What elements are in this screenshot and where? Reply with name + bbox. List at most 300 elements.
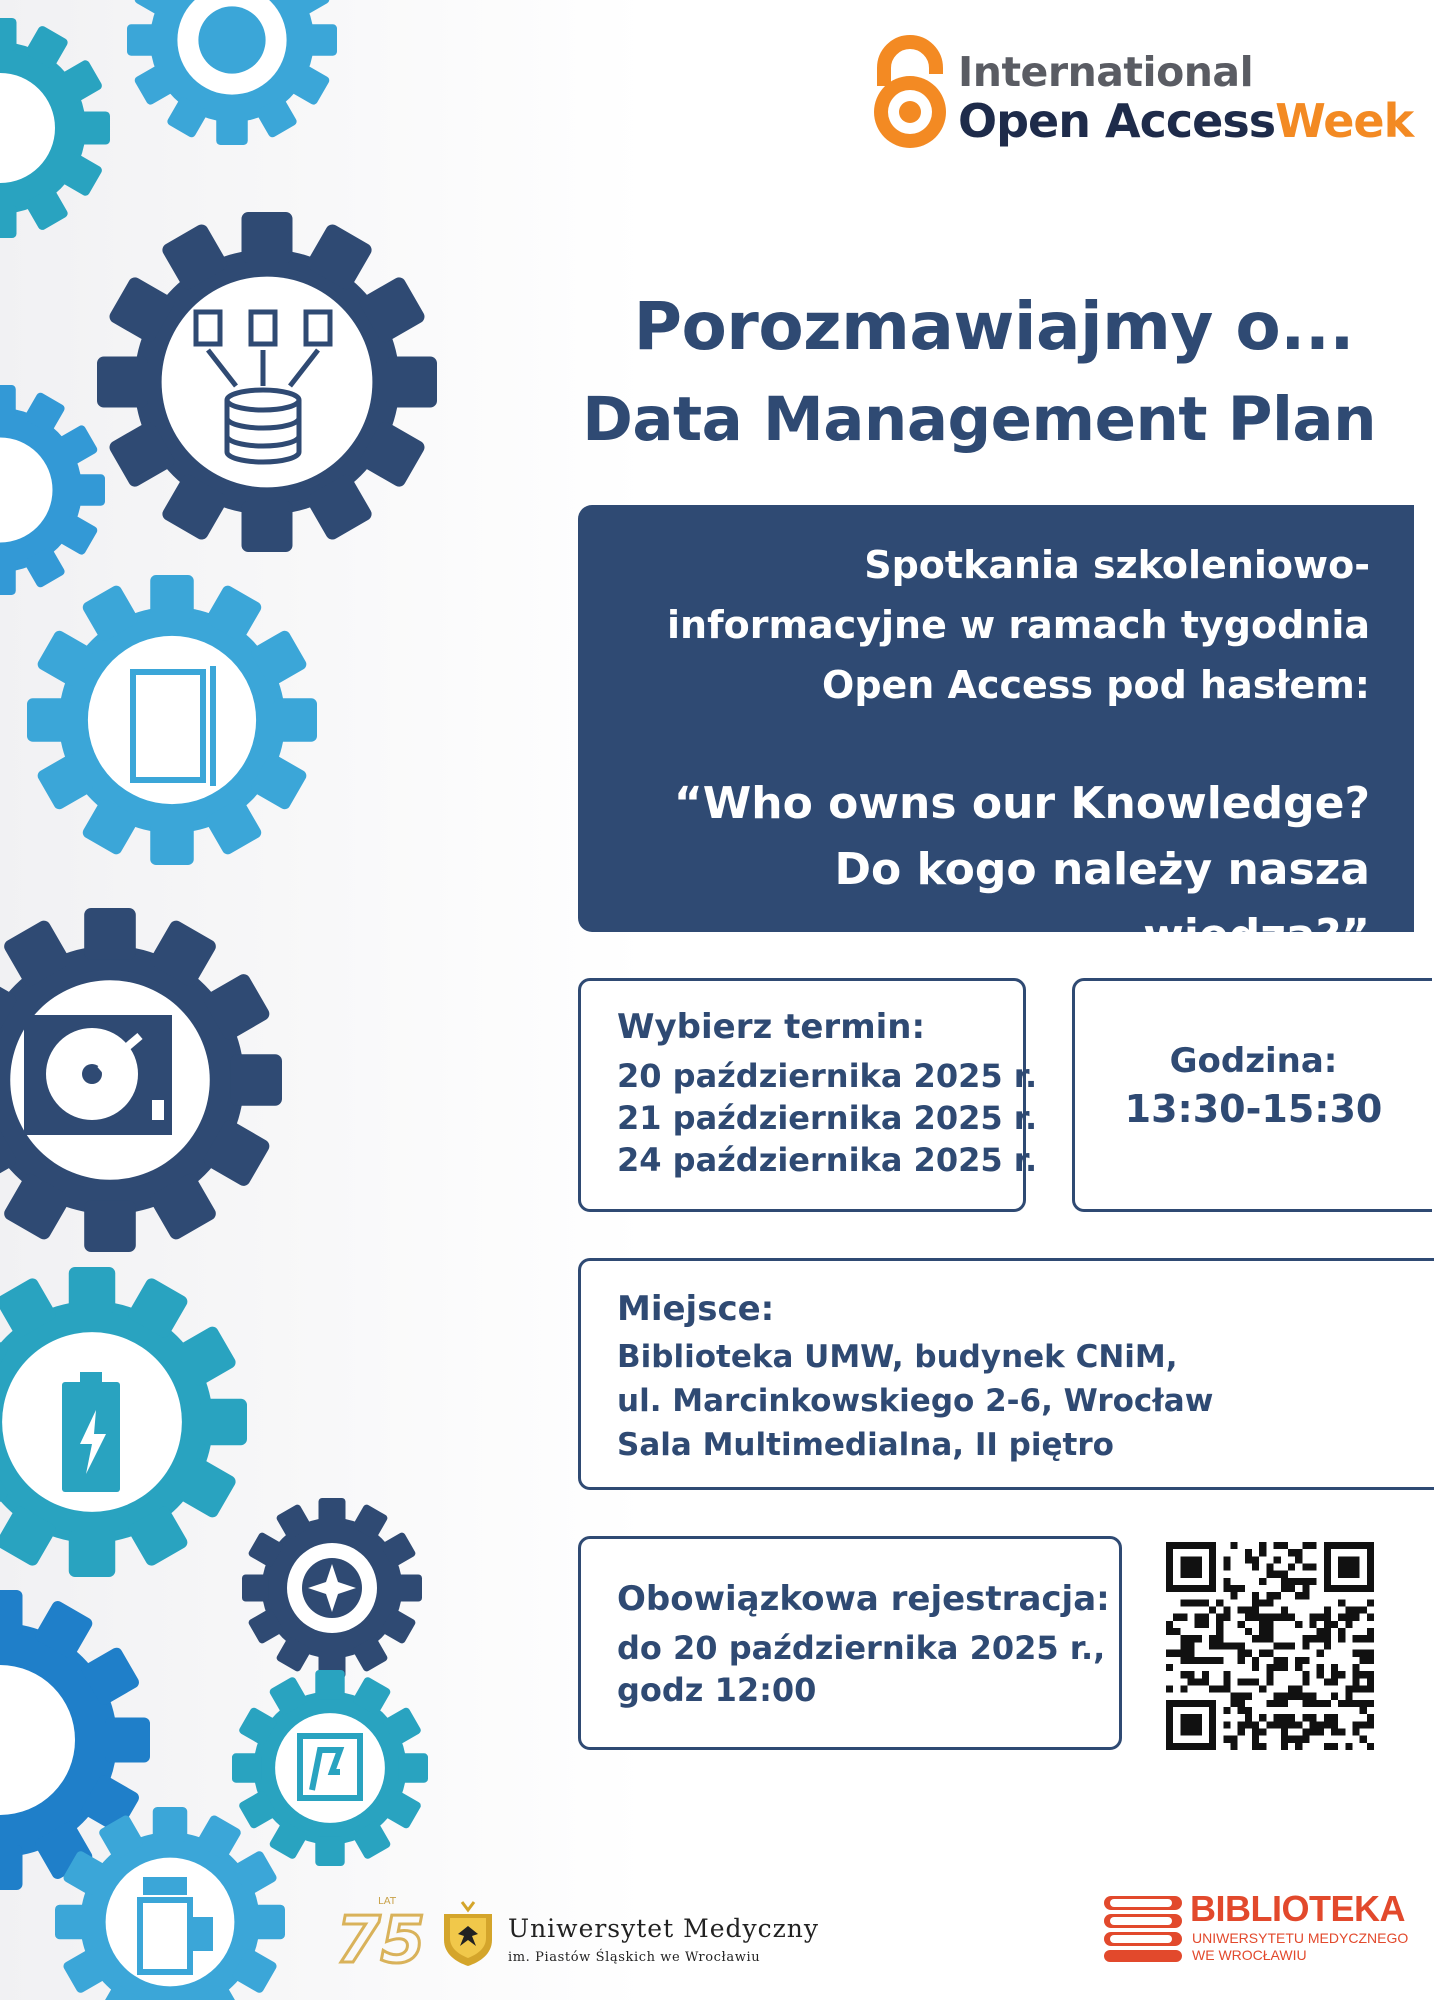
- qr-module: [1295, 1721, 1302, 1728]
- qr-module: [1188, 1599, 1195, 1606]
- qr-module: [1295, 1657, 1302, 1664]
- qr-module: [1331, 1671, 1338, 1678]
- qr-module: [1360, 1657, 1367, 1664]
- qr-module: [1195, 1614, 1202, 1621]
- qr-module: [1352, 1650, 1359, 1657]
- qr-module: [1352, 1728, 1359, 1735]
- qr-module: [1202, 1700, 1209, 1707]
- qr-module: [1281, 1657, 1288, 1664]
- qr-module: [1195, 1743, 1202, 1750]
- qr-module: [1345, 1585, 1352, 1592]
- qr-module: [1252, 1664, 1259, 1671]
- qr-module: [1216, 1621, 1223, 1628]
- place-box: [578, 1258, 1434, 1490]
- qr-module: [1281, 1700, 1288, 1707]
- qr-module: [1209, 1585, 1216, 1592]
- qr-module: [1367, 1700, 1374, 1707]
- qr-module: [1309, 1564, 1316, 1571]
- qr-module: [1252, 1635, 1259, 1642]
- qr-module: [1345, 1564, 1352, 1571]
- qr-module: [1223, 1671, 1230, 1678]
- qr-module: [1252, 1564, 1259, 1571]
- qr-module: [1180, 1556, 1187, 1563]
- qr-module: [1317, 1721, 1324, 1728]
- qr-module: [1231, 1585, 1238, 1592]
- qr-module: [1245, 1614, 1252, 1621]
- qr-module: [1331, 1678, 1338, 1685]
- qr-module: [1202, 1657, 1209, 1664]
- library-subtitle-line1: UNIWERSYTETU MEDYCZNEGO: [1192, 1930, 1409, 1946]
- qr-module: [1166, 1736, 1173, 1743]
- qr-module: [1288, 1685, 1295, 1692]
- qr-module: [1338, 1585, 1345, 1592]
- qr-module: [1245, 1549, 1252, 1556]
- qr-module: [1317, 1614, 1324, 1621]
- qr-module: [1266, 1650, 1273, 1657]
- qr-module: [1274, 1700, 1281, 1707]
- qr-module: [1338, 1614, 1345, 1621]
- qr-module: [1266, 1592, 1273, 1599]
- anniversary-lat: LAT: [378, 1896, 396, 1907]
- qr-module: [1231, 1542, 1238, 1549]
- qr-module: [1259, 1628, 1266, 1635]
- qr-module: [1209, 1549, 1216, 1556]
- qr-module: [1309, 1614, 1316, 1621]
- intro-box: [578, 505, 1414, 961]
- qr-module: [1209, 1556, 1216, 1563]
- date-item: 24 października 2025 r.: [617, 1141, 1038, 1179]
- qr-module: [1367, 1714, 1374, 1721]
- qr-module: [1317, 1628, 1324, 1635]
- qr-module: [1295, 1578, 1302, 1585]
- time-box: [1072, 978, 1432, 1212]
- qr-module: [1309, 1542, 1316, 1549]
- qr-module: [1281, 1743, 1288, 1750]
- qr-module: [1266, 1599, 1273, 1606]
- library-name: BIBLIOTEKA: [1190, 1888, 1405, 1929]
- qr-module: [1166, 1743, 1173, 1750]
- qr-module: [1331, 1714, 1338, 1721]
- qr-module: [1302, 1671, 1309, 1678]
- qr-module: [1309, 1635, 1316, 1642]
- qr-module: [1188, 1678, 1195, 1685]
- qr-module: [1352, 1585, 1359, 1592]
- qr-module: [1173, 1628, 1180, 1635]
- qr-module: [1352, 1678, 1359, 1685]
- qr-module: [1209, 1685, 1216, 1692]
- qr-module: [1166, 1707, 1173, 1714]
- qr-module: [1360, 1671, 1367, 1678]
- anniversary-75-logo: [334, 1890, 426, 1978]
- qr-module: [1180, 1571, 1187, 1578]
- qr-module: [1223, 1721, 1230, 1728]
- qr-module: [1245, 1650, 1252, 1657]
- qr-module: [1166, 1650, 1173, 1657]
- qr-module: [1195, 1635, 1202, 1642]
- qr-module: [1352, 1542, 1359, 1549]
- qr-module: [1338, 1671, 1345, 1678]
- qr-module: [1180, 1650, 1187, 1657]
- qr-module: [1302, 1635, 1309, 1642]
- qr-module: [1324, 1614, 1331, 1621]
- qr-module: [1295, 1685, 1302, 1692]
- qr-module: [1288, 1714, 1295, 1721]
- qr-module: [1352, 1614, 1359, 1621]
- qr-module: [1195, 1542, 1202, 1549]
- qr-module: [1231, 1642, 1238, 1649]
- qr-module: [1352, 1664, 1359, 1671]
- qr-module: [1295, 1736, 1302, 1743]
- qr-module: [1216, 1635, 1223, 1642]
- qr-module: [1302, 1642, 1309, 1649]
- qr-module: [1324, 1571, 1331, 1578]
- qr-module: [1252, 1743, 1259, 1750]
- qr-module: [1288, 1642, 1295, 1649]
- qr-module: [1180, 1564, 1187, 1571]
- qr-module: [1188, 1564, 1195, 1571]
- qr-module: [1188, 1657, 1195, 1664]
- qr-module: [1317, 1650, 1324, 1657]
- qr-module: [1209, 1657, 1216, 1664]
- qr-module: [1324, 1635, 1331, 1642]
- qr-module: [1166, 1700, 1173, 1707]
- time-value: 13:30-15:30: [1124, 1087, 1383, 1131]
- qr-module: [1245, 1556, 1252, 1563]
- qr-module: [1266, 1700, 1273, 1707]
- qr-module: [1231, 1743, 1238, 1750]
- qr-module: [1352, 1685, 1359, 1692]
- registration-heading: Obowiązkowa rejestracja:: [617, 1579, 1110, 1619]
- qr-module: [1274, 1721, 1281, 1728]
- qr-module: [1180, 1685, 1187, 1692]
- qr-module: [1266, 1564, 1273, 1571]
- qr-module: [1324, 1700, 1331, 1707]
- qr-module: [1324, 1628, 1331, 1635]
- qr-module: [1338, 1556, 1345, 1563]
- qr-module: [1202, 1542, 1209, 1549]
- qr-module: [1266, 1635, 1273, 1642]
- qr-module: [1166, 1685, 1173, 1692]
- qr-module: [1295, 1664, 1302, 1671]
- qr-module: [1216, 1685, 1223, 1692]
- qr-module: [1281, 1642, 1288, 1649]
- qr-module: [1252, 1678, 1259, 1685]
- anniversary-number: 75: [336, 1904, 426, 1978]
- qr-module: [1245, 1714, 1252, 1721]
- qr-module: [1245, 1628, 1252, 1635]
- qr-module: [1360, 1635, 1367, 1642]
- time-heading: Godzina:: [1169, 1041, 1338, 1081]
- qr-module: [1245, 1707, 1252, 1714]
- qr-module: [1188, 1635, 1195, 1642]
- qr-module: [1345, 1621, 1352, 1628]
- qr-module: [1281, 1607, 1288, 1614]
- qr-module: [1281, 1585, 1288, 1592]
- qr-module: [1238, 1657, 1245, 1664]
- qr-module: [1195, 1657, 1202, 1664]
- qr-module: [1338, 1564, 1345, 1571]
- qr-module: [1367, 1614, 1374, 1621]
- qr-module: [1180, 1657, 1187, 1664]
- qr-module: [1231, 1736, 1238, 1743]
- qr-module: [1338, 1599, 1345, 1606]
- qr-module: [1274, 1542, 1281, 1549]
- oa-logo-line1: International: [958, 48, 1254, 96]
- qr-module: [1324, 1564, 1331, 1571]
- qr-module: [1216, 1657, 1223, 1664]
- qr-module: [1266, 1621, 1273, 1628]
- qr-module: [1216, 1642, 1223, 1649]
- qr-module: [1274, 1714, 1281, 1721]
- place-line: Biblioteka UMW, budynek CNiM,: [617, 1339, 1178, 1375]
- qr-module: [1188, 1642, 1195, 1649]
- qr-module: [1367, 1657, 1374, 1664]
- qr-module: [1195, 1700, 1202, 1707]
- qr-module: [1223, 1614, 1230, 1621]
- qr-module: [1223, 1556, 1230, 1563]
- qr-code[interactable]: [1166, 1542, 1374, 1750]
- qr-module: [1180, 1585, 1187, 1592]
- qr-module: [1202, 1671, 1209, 1678]
- qr-module: [1302, 1592, 1309, 1599]
- qr-module: [1166, 1571, 1173, 1578]
- qr-module: [1195, 1728, 1202, 1735]
- qr-module: [1209, 1607, 1216, 1614]
- qr-module: [1195, 1599, 1202, 1606]
- dates-box: [578, 978, 1038, 1212]
- qr-module: [1302, 1678, 1309, 1685]
- qr-module: [1209, 1707, 1216, 1714]
- qr-module: [1180, 1599, 1187, 1606]
- qr-module: [1367, 1549, 1374, 1556]
- qr-module: [1302, 1578, 1309, 1585]
- qr-module: [1360, 1685, 1367, 1692]
- qr-module: [1188, 1556, 1195, 1563]
- qr-module: [1352, 1607, 1359, 1614]
- qr-module: [1259, 1635, 1266, 1642]
- qr-module: [1252, 1657, 1259, 1664]
- qr-module: [1266, 1571, 1273, 1578]
- qr-module: [1180, 1671, 1187, 1678]
- gear-database: [97, 212, 437, 552]
- qr-module: [1238, 1650, 1245, 1657]
- qr-module: [1281, 1614, 1288, 1621]
- qr-module: [1331, 1728, 1338, 1735]
- gear-document: [27, 575, 317, 865]
- qr-module: [1252, 1607, 1259, 1614]
- qr-module: [1166, 1621, 1173, 1628]
- qr-module: [1367, 1635, 1374, 1642]
- gear-top: [127, 0, 337, 145]
- qr-module: [1195, 1564, 1202, 1571]
- place-line: Sala Multimedialna, II piętro: [617, 1427, 1114, 1463]
- qr-module: [1188, 1700, 1195, 1707]
- qr-module: [1266, 1671, 1273, 1678]
- qr-module: [1331, 1585, 1338, 1592]
- dates-heading: Wybierz termin:: [617, 1007, 926, 1047]
- qr-module: [1345, 1743, 1352, 1750]
- qr-module: [1216, 1628, 1223, 1635]
- qr-module: [1360, 1707, 1367, 1714]
- qr-module: [1173, 1585, 1180, 1592]
- qr-module: [1209, 1700, 1216, 1707]
- qr-module: [1352, 1635, 1359, 1642]
- qr-module: [1180, 1642, 1187, 1649]
- qr-module: [1352, 1556, 1359, 1563]
- qr-module: [1324, 1578, 1331, 1585]
- qr-module: [1209, 1635, 1216, 1642]
- qr-module: [1281, 1542, 1288, 1549]
- qr-module: [1180, 1743, 1187, 1750]
- place-line: ul. Marcinkowskiego 2-6, Wrocław: [617, 1383, 1214, 1419]
- qr-module: [1309, 1721, 1316, 1728]
- qr-module: [1345, 1607, 1352, 1614]
- qr-module: [1324, 1549, 1331, 1556]
- qr-module: [1274, 1614, 1281, 1621]
- qr-module: [1281, 1736, 1288, 1743]
- qr-module: [1180, 1714, 1187, 1721]
- university-crest-icon: [440, 1898, 496, 1968]
- qr-module: [1195, 1556, 1202, 1563]
- intro-quote: [610, 771, 1370, 969]
- qr-module: [1281, 1571, 1288, 1578]
- qr-module: [1324, 1542, 1331, 1549]
- qr-module: [1309, 1714, 1316, 1721]
- intro-text: Spotkania szkoleniowo-informacyjne w ramach tygodnia Open Access pod hasłem:: [667, 543, 1370, 707]
- qr-module: [1245, 1721, 1252, 1728]
- qr-module: [1188, 1650, 1195, 1657]
- qr-module: [1331, 1621, 1338, 1628]
- qr-module: [1274, 1571, 1281, 1578]
- oa-logo-week: Week: [1275, 94, 1414, 148]
- qr-module: [1195, 1621, 1202, 1628]
- qr-module: [1345, 1693, 1352, 1700]
- qr-module: [1223, 1607, 1230, 1614]
- qr-module: [1195, 1721, 1202, 1728]
- qr-module: [1345, 1542, 1352, 1549]
- qr-module: [1188, 1714, 1195, 1721]
- qr-module: [1352, 1564, 1359, 1571]
- qr-module: [1274, 1642, 1281, 1649]
- qr-module: [1223, 1578, 1230, 1585]
- qr-module: [1173, 1614, 1180, 1621]
- qr-module: [1367, 1743, 1374, 1750]
- qr-module: [1166, 1628, 1173, 1635]
- qr-module: [1360, 1585, 1367, 1592]
- qr-module: [1166, 1728, 1173, 1735]
- qr-module: [1324, 1585, 1331, 1592]
- qr-module: [1180, 1614, 1187, 1621]
- qr-module: [1324, 1621, 1331, 1628]
- qr-module: [1302, 1657, 1309, 1664]
- qr-module: [1259, 1621, 1266, 1628]
- qr-module: [1259, 1542, 1266, 1549]
- qr-module: [1281, 1578, 1288, 1585]
- qr-module: [1223, 1678, 1230, 1685]
- qr-module: [1367, 1542, 1374, 1549]
- library-books-icon: [1102, 1892, 1186, 1964]
- qr-module: [1352, 1671, 1359, 1678]
- qr-module: [1180, 1721, 1187, 1728]
- qr-module: [1345, 1685, 1352, 1692]
- qr-module: [1259, 1728, 1266, 1735]
- qr-module: [1173, 1542, 1180, 1549]
- qr-module: [1238, 1700, 1245, 1707]
- qr-module: [1367, 1678, 1374, 1685]
- qr-module: [1295, 1556, 1302, 1563]
- qr-module: [1302, 1542, 1309, 1549]
- qr-module: [1295, 1743, 1302, 1750]
- qr-module: [1302, 1736, 1309, 1743]
- qr-module: [1266, 1721, 1273, 1728]
- qr-module: [1223, 1685, 1230, 1692]
- qr-module: [1238, 1707, 1245, 1714]
- qr-module: [1209, 1564, 1216, 1571]
- qr-module: [1281, 1728, 1288, 1735]
- qr-module: [1352, 1700, 1359, 1707]
- qr-module: [1252, 1556, 1259, 1563]
- qr-module: [1252, 1614, 1259, 1621]
- qr-module: [1259, 1614, 1266, 1621]
- battery-icon: [62, 1372, 120, 1492]
- qr-module: [1345, 1556, 1352, 1563]
- qr-module: [1173, 1700, 1180, 1707]
- qr-module: [1281, 1721, 1288, 1728]
- qr-module: [1238, 1728, 1245, 1735]
- qr-module: [1238, 1621, 1245, 1628]
- qr-module: [1216, 1599, 1223, 1606]
- university-subtitle: im. Piastów Śląskich we Wrocławiu: [508, 1950, 761, 1965]
- qr-module: [1173, 1743, 1180, 1750]
- qr-module: [1302, 1700, 1309, 1707]
- qr-module: [1166, 1721, 1173, 1728]
- qr-module: [1166, 1714, 1173, 1721]
- qr-module: [1209, 1714, 1216, 1721]
- qr-module: [1302, 1585, 1309, 1592]
- qr-module: [1188, 1585, 1195, 1592]
- gear-top-left: [0, 18, 110, 238]
- qr-module: [1166, 1542, 1173, 1549]
- qr-module: [1281, 1693, 1288, 1700]
- qr-module: [1324, 1678, 1331, 1685]
- qr-module: [1223, 1564, 1230, 1571]
- qr-module: [1367, 1628, 1374, 1635]
- qr-module: [1274, 1657, 1281, 1664]
- qr-module: [1309, 1621, 1316, 1628]
- qr-module: [1188, 1571, 1195, 1578]
- qr-module: [1180, 1728, 1187, 1735]
- qr-module: [1252, 1736, 1259, 1743]
- qr-module: [1331, 1664, 1338, 1671]
- qr-module: [1295, 1549, 1302, 1556]
- qr-module: [1360, 1607, 1367, 1614]
- qr-module: [1309, 1693, 1316, 1700]
- qr-module: [1331, 1542, 1338, 1549]
- qr-module: [1338, 1728, 1345, 1735]
- qr-module: [1266, 1664, 1273, 1671]
- qr-module: [1245, 1678, 1252, 1685]
- place-heading: Miejsce:: [617, 1289, 775, 1329]
- quote-line1: “Who owns our Knowledge?: [673, 778, 1370, 829]
- qr-module: [1209, 1642, 1216, 1649]
- qr-module: [1188, 1728, 1195, 1735]
- qr-module: [1252, 1592, 1259, 1599]
- qr-module: [1259, 1743, 1266, 1750]
- qr-module: [1209, 1571, 1216, 1578]
- title-line1: Porozmawiajmy o...: [633, 288, 1354, 365]
- date-item: 21 października 2025 r.: [617, 1099, 1038, 1137]
- qr-module: [1266, 1678, 1273, 1685]
